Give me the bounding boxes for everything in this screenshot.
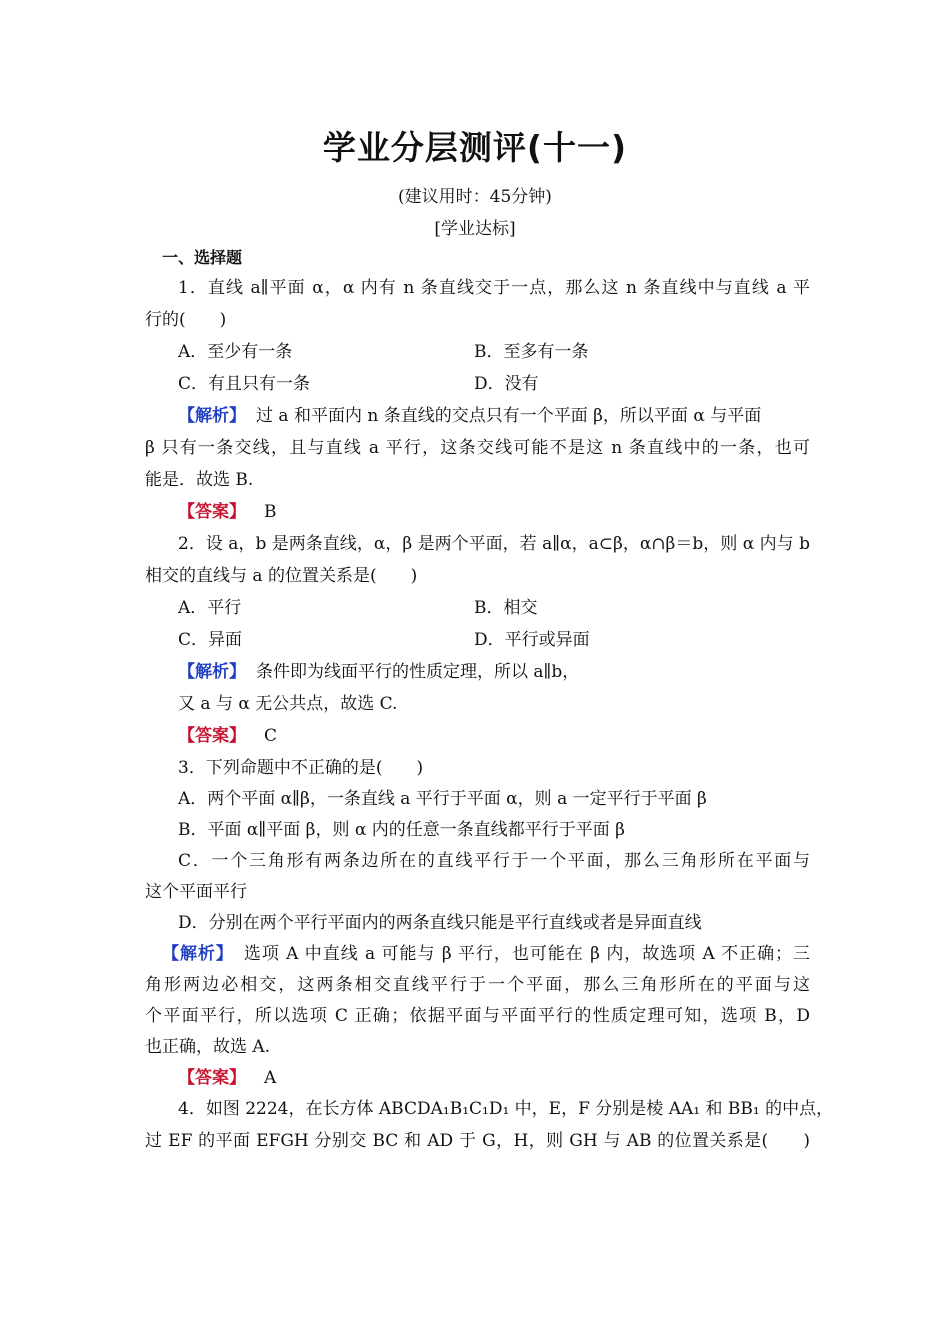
- q1-analysis-line1: [178, 405, 810, 427]
- q1-stem-line2: 行的( ): [145, 310, 227, 330]
- q1-option-d: D．没有: [474, 374, 539, 394]
- q3-option-b: B．平面 α∥平面 β，则 α 内的任意一条直线都平行于平面 β: [178, 820, 625, 840]
- q2-option-a: A．平行: [178, 598, 242, 618]
- q3-analysis-text: 选项 A 中直线 a 可能与 β 平行，也可能在 β 内，故选项 A 不正确；三: [243, 944, 810, 964]
- q3-stem: 3．下列命题中不正确的是( ): [178, 758, 424, 778]
- q2-option-b: B．相交: [474, 598, 538, 618]
- q2-option-c: C．异面: [178, 630, 243, 650]
- q3-option-d: D．分别在两个平行平面内的两条直线只能是平行直线或者是异面直线: [178, 913, 702, 933]
- q1-analysis-text: 过 a 和平面内 n 条直线的交点只有一个平面 β，所以平面 α 与平面: [256, 406, 762, 426]
- analysis-tag: 【解析】: [178, 406, 246, 426]
- q1-analysis-line3: 能是．故选 B.: [145, 470, 254, 490]
- answer-tag: 【答案】: [178, 1068, 246, 1088]
- section-heading: 一、选择题: [162, 248, 243, 267]
- time-note: (建议用时：45分钟): [398, 187, 552, 207]
- q3-analysis-line4: 也正确，故选 A.: [145, 1037, 271, 1057]
- q1-option-b: B．至多有一条: [474, 342, 589, 362]
- q2-answer-value: C: [264, 726, 278, 746]
- q1-analysis-line2: β 只有一条交线，且与直线 a 平行，这条交线可能不是这 n 条直线中的一条，也可: [145, 438, 810, 458]
- q2-stem-line2: 相交的直线与 a 的位置关系是( ): [145, 566, 418, 586]
- q3-answer: [178, 1067, 843, 1089]
- page-title: 学业分层测评(十一): [322, 128, 628, 167]
- q2-option-d: D．平行或异面: [474, 630, 590, 650]
- q3-answer-value: A: [264, 1068, 277, 1088]
- q1-answer-value: B: [264, 502, 277, 522]
- q2-analysis-text: 条件即为线面平行的性质定理，所以 a∥b，: [256, 662, 580, 682]
- q3-analysis-line1: [162, 943, 810, 965]
- q1-answer: [178, 501, 843, 523]
- answer-tag: 【答案】: [178, 502, 246, 522]
- q3-option-c-line1: C．一个三角形有两条边所在的直线平行于一个平面，那么三角形所在平面与: [178, 851, 810, 871]
- q4-stem-line2: 过 EF 的平面 EFGH 分别交 BC 和 AD 于 G，H，则 GH 与 AB 的位置关系是( ): [145, 1131, 810, 1151]
- analysis-tag: 【解析】: [162, 944, 234, 964]
- q1-stem-line1: 1．直线 a∥平面 α，α 内有 n 条直线交于一点，那么这 n 条直线中与直线 a 平: [178, 278, 810, 298]
- q3-option-c-line2: 这个平面平行: [145, 882, 247, 902]
- answer-tag: 【答案】: [178, 726, 246, 746]
- q2-analysis-line1: [178, 661, 843, 683]
- q2-answer: [178, 725, 843, 747]
- q3-option-a: A．两个平面 α∥β，一条直线 a 平行于平面 α，则 a 一定平行于平面 β: [178, 789, 707, 809]
- level-heading: [学业达标]: [434, 219, 516, 239]
- q3-analysis-line2: 角形两边必相交，这两条相交直线平行于一个平面，那么三角形所在的平面与这: [145, 975, 810, 995]
- q2-stem-line1: 2．设 a，b 是两条直线，α，β 是两个平面，若 a∥α，a⊂β，α∩β＝b，则 α 内与 b: [178, 534, 810, 554]
- q3-analysis-line3: 个平面平行，所以选项 C 正确；依据平面与平面平行的性质定理可知，选项 B，D: [145, 1006, 810, 1026]
- q4-stem-line1: 4．如图 2224，在长方体 ABCDA₁B₁C₁D₁ 中，E，F 分别是棱 AA₁ 和 BB₁ 的中点，: [178, 1099, 834, 1119]
- analysis-tag: 【解析】: [178, 662, 246, 682]
- q1-option-c: C．有且只有一条: [178, 374, 311, 394]
- q2-analysis-line2: 又 a 与 α 无公共点，故选 C.: [178, 694, 398, 714]
- q1-option-a: A．至少有一条: [178, 342, 293, 362]
